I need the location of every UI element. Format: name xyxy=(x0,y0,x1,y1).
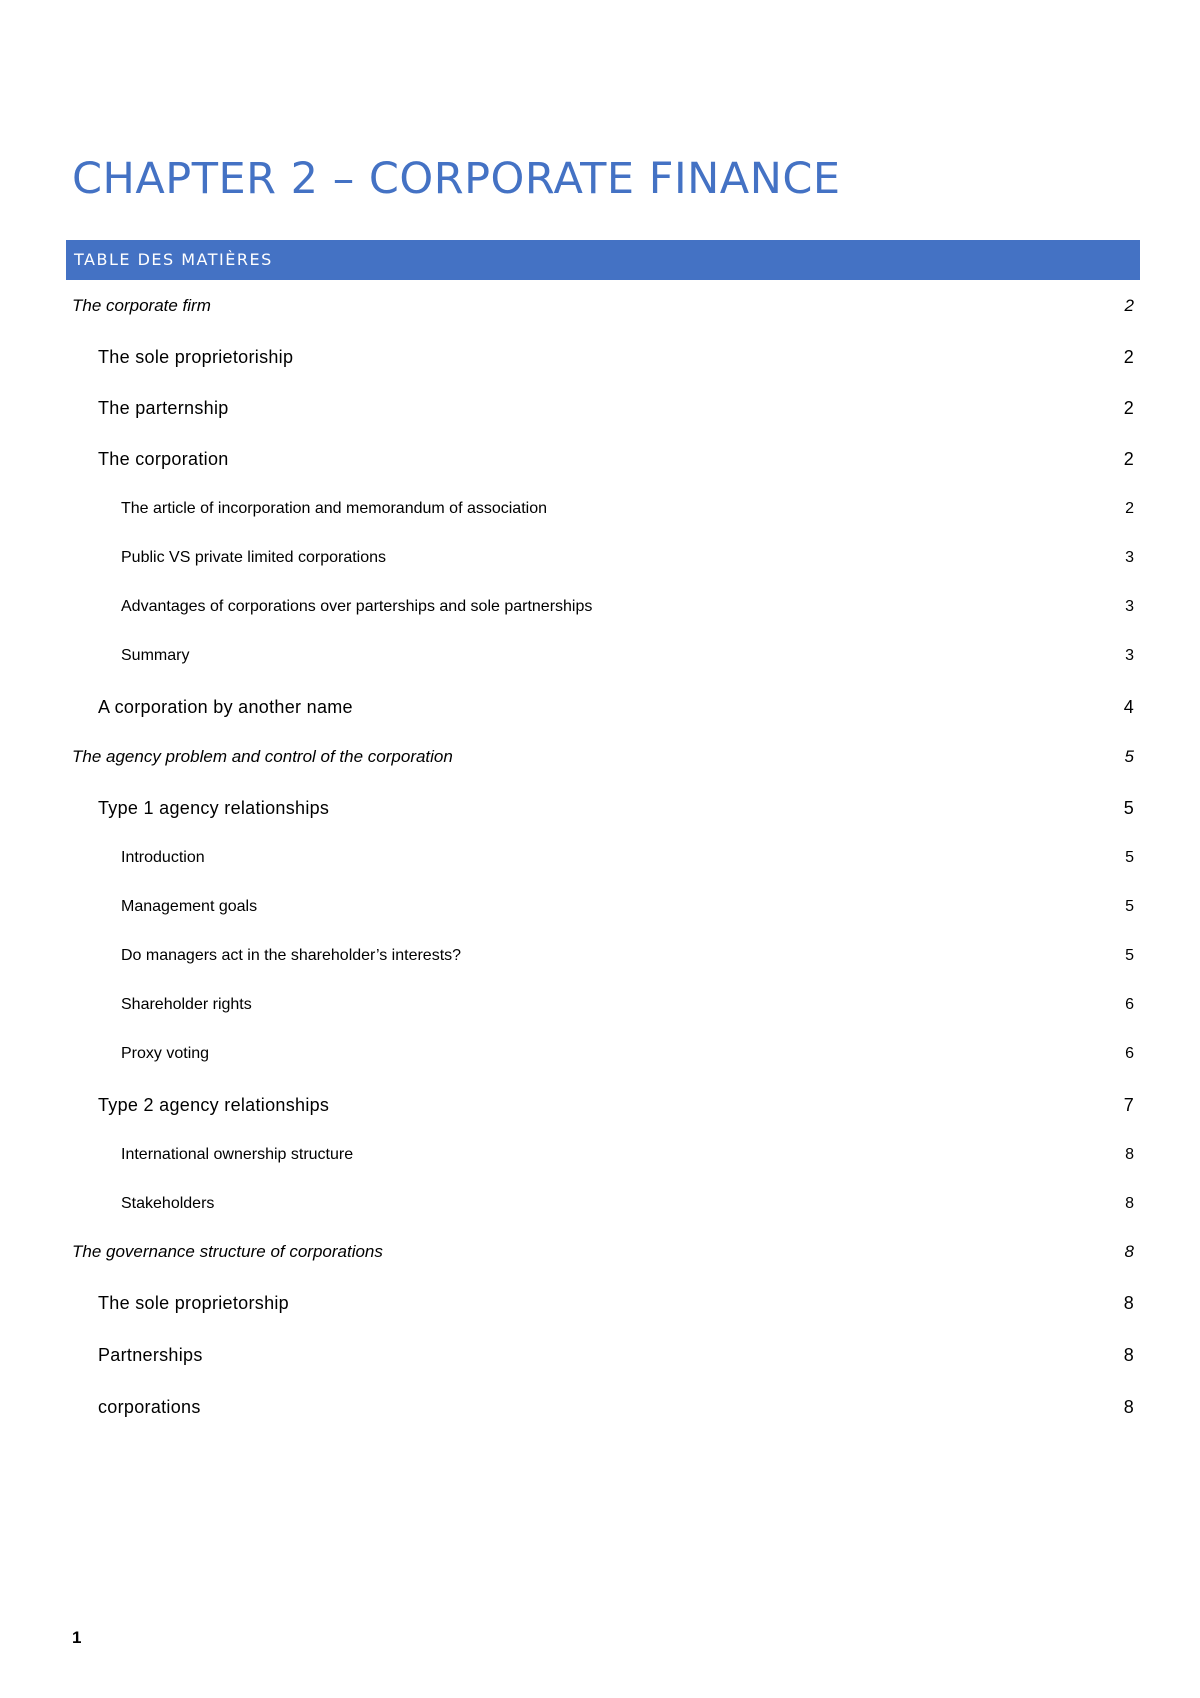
toc-entry[interactable] xyxy=(72,1239,1134,1265)
toc-entry[interactable] xyxy=(98,694,1134,720)
toc-entry-page: 2 xyxy=(1123,347,1134,367)
toc-entry[interactable] xyxy=(98,1092,1134,1118)
toc-entry-page: 8 xyxy=(1123,1345,1134,1365)
toc-entry-label: corporations xyxy=(98,1397,201,1417)
toc-entry[interactable] xyxy=(121,643,1134,669)
toc-entry[interactable] xyxy=(98,1290,1134,1316)
toc-entry-label: Partnerships xyxy=(98,1345,203,1365)
toc-entry[interactable] xyxy=(121,992,1134,1018)
toc-entry-page: 8 xyxy=(1125,1195,1134,1212)
toc-entry-label: A corporation by another name xyxy=(98,697,353,717)
toc-entry-label: Introduction xyxy=(121,849,205,866)
toc-entry-page: 2 xyxy=(1125,500,1134,517)
toc-entry-label: The parternship xyxy=(98,398,229,418)
toc-entry[interactable] xyxy=(121,496,1134,522)
toc-entry[interactable] xyxy=(121,1191,1134,1217)
toc-entry-page: 2 xyxy=(1123,449,1134,469)
toc-entry-label: Shareholder rights xyxy=(121,996,252,1013)
toc-entry-label: Stakeholders xyxy=(121,1195,215,1212)
toc-entry[interactable] xyxy=(121,1142,1134,1168)
toc-entry-page: 7 xyxy=(1123,1095,1134,1115)
toc-entry[interactable] xyxy=(98,344,1134,370)
toc-entry[interactable] xyxy=(98,1394,1134,1420)
toc-entry[interactable] xyxy=(98,1342,1134,1368)
toc-entry[interactable] xyxy=(121,594,1134,620)
toc-entry[interactable] xyxy=(72,744,1134,770)
page-number: 1 xyxy=(72,1628,82,1647)
toc-entry-page: 2 xyxy=(1123,398,1134,418)
toc-entry-label: Proxy voting xyxy=(121,1045,210,1062)
toc-entry-label: Do managers act in the shareholder’s interests? xyxy=(121,947,462,964)
toc-entry[interactable] xyxy=(121,545,1134,571)
toc-entry-page: 6 xyxy=(1125,1045,1134,1062)
toc-entry-label: The corporate firm xyxy=(72,296,211,315)
toc-entry-label: Type 2 agency relationships xyxy=(98,1095,330,1115)
toc-entry-label: International ownership structure xyxy=(121,1146,354,1163)
page-title: CHAPTER 2 – CORPORATE FINANCE xyxy=(72,154,841,204)
toc-entry[interactable] xyxy=(98,395,1134,421)
toc-entry-page: 8 xyxy=(1123,1397,1134,1417)
toc-entry[interactable] xyxy=(121,943,1134,969)
toc-heading: TABLE DES MATIÈRES xyxy=(74,250,273,269)
toc-entry-label: Summary xyxy=(121,647,190,664)
toc-entry-label: The sole proprietoriship xyxy=(98,347,294,367)
toc-entry-page: 5 xyxy=(1125,849,1134,866)
toc-entry-page: 4 xyxy=(1123,697,1134,717)
toc-entry-label: Management goals xyxy=(121,898,258,915)
toc-entry-page: 3 xyxy=(1125,647,1134,664)
toc-entry[interactable] xyxy=(72,293,1134,319)
toc-entry-page: 8 xyxy=(1123,1293,1134,1313)
toc-entry-page: 5 xyxy=(1125,898,1134,915)
toc-entry-page: 5 xyxy=(1123,798,1134,818)
toc-entry-label: Public VS private limited corporations xyxy=(121,549,387,566)
toc-entry-label: The corporation xyxy=(98,449,229,469)
toc-entry-page: 5 xyxy=(1124,747,1134,766)
toc-entry-label: Advantages of corporations over parterships and sole partnerships xyxy=(121,598,593,615)
toc-entry[interactable] xyxy=(98,795,1134,821)
toc-entry-label: Type 1 agency relationships xyxy=(98,798,330,818)
toc-entry-page: 3 xyxy=(1125,549,1134,566)
toc-entry-label: The article of incorporation and memorandum of association xyxy=(121,500,547,517)
toc-entry-page: 5 xyxy=(1125,947,1134,964)
toc-entry-page: 3 xyxy=(1125,598,1134,615)
toc-entry-page: 2 xyxy=(1124,296,1134,315)
toc-entry-page: 8 xyxy=(1125,1146,1134,1163)
toc-entry-label: The governance structure of corporations xyxy=(72,1242,383,1261)
toc-entry[interactable] xyxy=(121,845,1134,871)
toc-entry[interactable] xyxy=(98,446,1134,472)
toc-entry-page: 8 xyxy=(1124,1242,1134,1261)
toc-entry-label: The agency problem and control of the corporation xyxy=(72,747,453,766)
toc-entry[interactable] xyxy=(121,894,1134,920)
toc-entry[interactable] xyxy=(121,1041,1134,1067)
toc-entry-label: The sole proprietorship xyxy=(98,1293,289,1313)
toc-entry-page: 6 xyxy=(1125,996,1134,1013)
